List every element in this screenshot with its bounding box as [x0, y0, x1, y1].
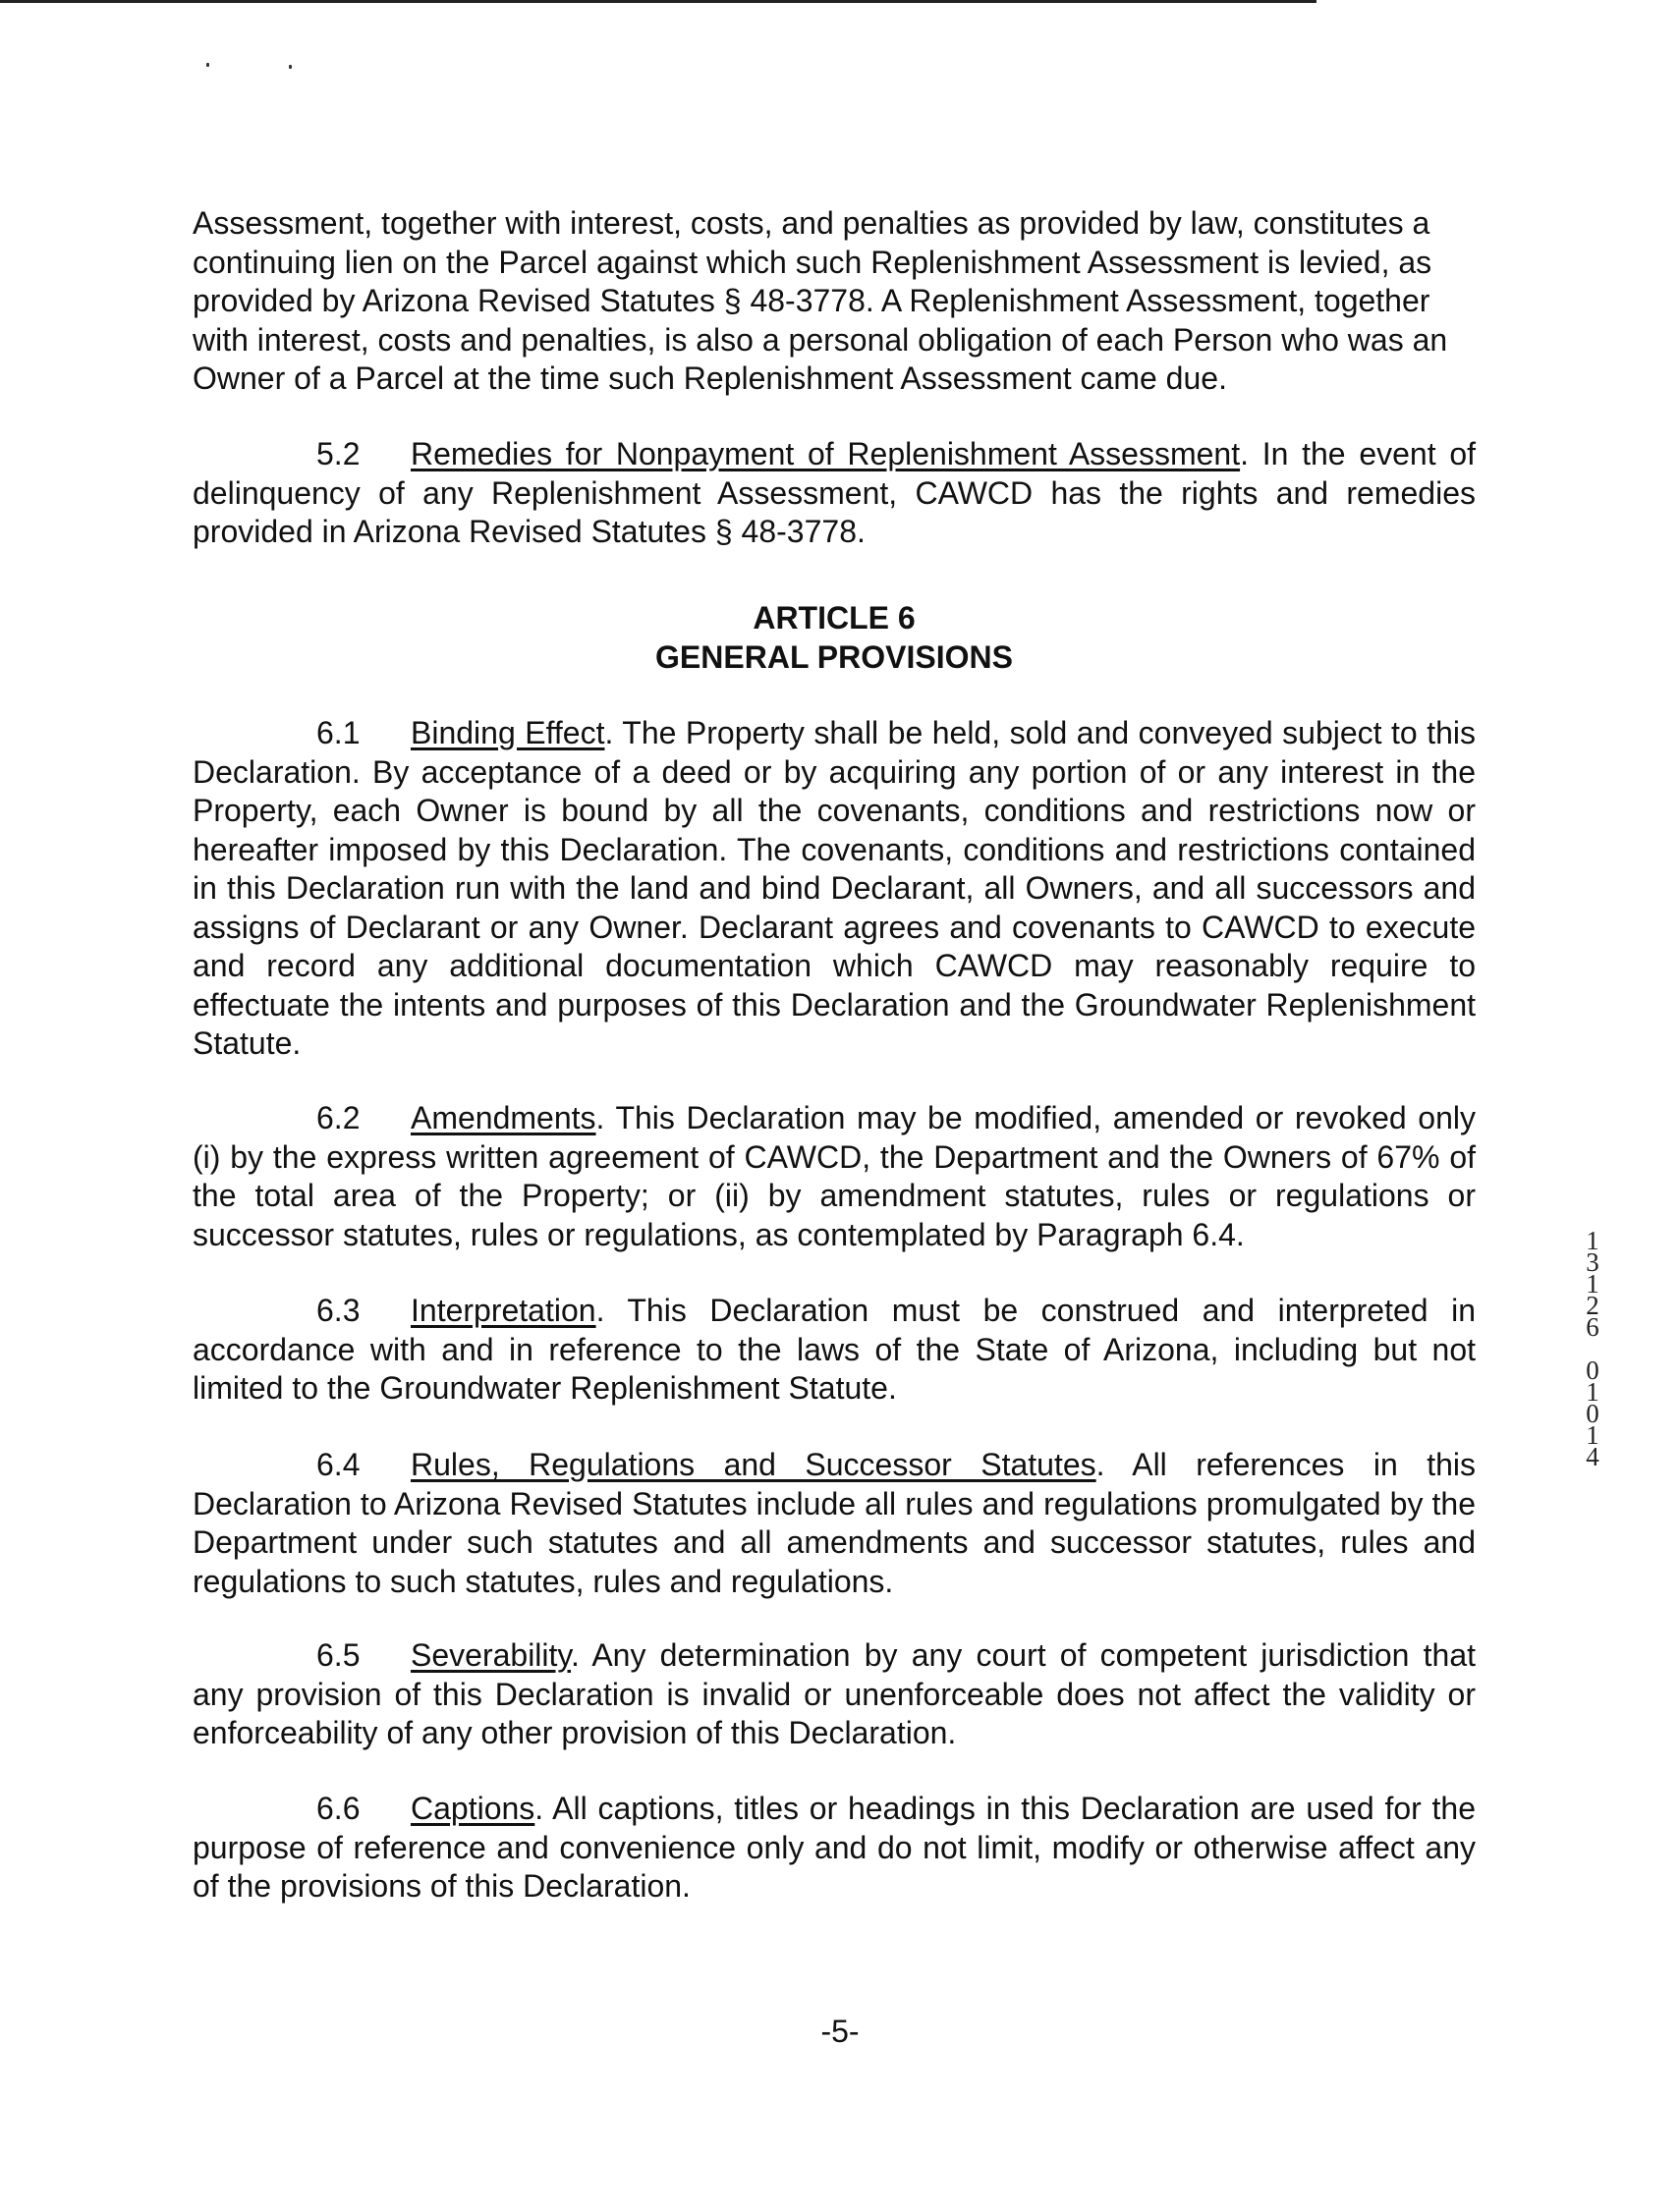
section-number: 6.4 [316, 1447, 361, 1482]
recording-number-stamp [1580, 1226, 1605, 1471]
intro-paragraph [193, 204, 1476, 399]
section-title: Rules, Regulations and Successor Statutes [411, 1447, 1096, 1482]
stamp-chars [1580, 1226, 1605, 1471]
section-title: Amendments [411, 1100, 596, 1135]
intro-line: continuing lien on the Parcel against which such Replenishment Assessment is levied, as [193, 244, 1432, 280]
stamp-char: 0 [1586, 1399, 1599, 1428]
section-text: . All captions, titles or headings in this Declaration are used for the purpose of reference and convenience only and do not limit, modify or otherwise affect any of the provisions of this Declaration. [193, 1791, 1476, 1904]
section-6-5 [193, 1636, 1476, 1753]
section-6-3 [193, 1292, 1476, 1409]
scan-speck [206, 63, 209, 67]
section-number: 5.2 [316, 436, 361, 471]
intro-line: Owner of a Parcel at the time such Replenishment Assessment came due. [193, 360, 1227, 396]
section-6-4 [193, 1446, 1476, 1601]
section-6-1 [193, 714, 1476, 1064]
section-text: . This Declaration may be modified, amended or revoked only (i) by the express written agreement of CAWCD, the Department and the Owners of 67% of the total area of the Property; or (ii) by amendment statutes, rules or regulations or successor statutes, rules or regulations, as contemplated by Paragraph 6.4. [193, 1100, 1476, 1252]
section-title: Remedies for Nonpayment of Replenishment Assessment [411, 436, 1241, 471]
section-text: . Any determination by any court of competent jurisdiction that any provision of this Declaration is invalid or unenforceable does not affect the validity or enforceability of any other provision of this Declaration. [193, 1637, 1476, 1750]
article-heading [193, 598, 1476, 677]
article-number: ARTICLE 6 [753, 600, 916, 636]
stamp-char: 4 [1586, 1442, 1599, 1471]
stamp-char: 1 [1586, 1269, 1599, 1299]
section-text: . In the event of delinquency of any Replenishment Assessment, CAWCD has the rights and remedies provided in Arizona Revised Statutes § 48-3778. [193, 436, 1476, 549]
stamp-char: 1 [1586, 1226, 1599, 1255]
section-6-6 [193, 1790, 1476, 1907]
stamp-char: 3 [1586, 1247, 1599, 1277]
scan-speck [289, 65, 292, 69]
intro-line: Assessment, together with interest, costs, and penalties as provided by law, constitutes a [193, 205, 1430, 241]
section-title: Interpretation [411, 1293, 596, 1328]
section-text: . This Declaration must be construed and interpreted in accordance with and in reference to the laws of the State of Arizona, including but not limited to the Groundwater Replenishment Statute. [193, 1293, 1476, 1406]
page-number: -5- [820, 2014, 860, 2049]
section-text: . All references in this Declaration to Arizona Revised Statutes include all rules and regulations promulgated by the Department under such statutes and all amendments and successor statutes, rules and regulations to such statutes, rules and regulations. [193, 1447, 1476, 1599]
intro-line: with interest, costs and penalties, is also a personal obligation of each Person who was an [193, 321, 1448, 358]
stamp-char: 6 [1586, 1312, 1599, 1342]
section-6-2 [193, 1099, 1476, 1254]
section-text: . The Property shall be held, sold and conveyed subject to this Declaration. By acceptance of a deed or by acquiring any portion of or any interest in the Property, each Owner is bound by all the covenants, conditions and restrictions now or hereafter imposed by this Declaration. The covenants, conditions and restrictions contained in this Declaration run with the land and bind Declarant, all Owners, and all successors and assigns of Declarant or any Owner. Declarant agrees and covenants to CAWCD to execute and record any additional documentation which CAWCD may reasonably require to effectuate the intents and purposes of this Declaration and the Groundwater Replenishment Statute. [193, 715, 1477, 1061]
top-border-line [0, 0, 1316, 3]
section-number: 6.3 [316, 1293, 361, 1328]
section-title: Captions [411, 1791, 535, 1826]
section-5-2 [193, 435, 1476, 552]
section-number: 6.5 [316, 1637, 361, 1673]
section-number: 6.2 [316, 1100, 361, 1135]
section-number: 6.1 [316, 715, 361, 750]
section-title: Binding Effect [411, 715, 605, 750]
stamp-char: 0 [1586, 1355, 1599, 1385]
article-title: GENERAL PROVISIONS [655, 639, 1013, 675]
stamp-char: 1 [1586, 1420, 1599, 1450]
intro-line: provided by Arizona Revised Statutes § 48-3778. A Replenishment Assessment, together [193, 283, 1430, 318]
section-number: 6.6 [316, 1791, 361, 1826]
stamp-char: 2 [1586, 1291, 1599, 1320]
section-title: Severability [411, 1637, 572, 1673]
stamp-char: 1 [1586, 1377, 1599, 1407]
